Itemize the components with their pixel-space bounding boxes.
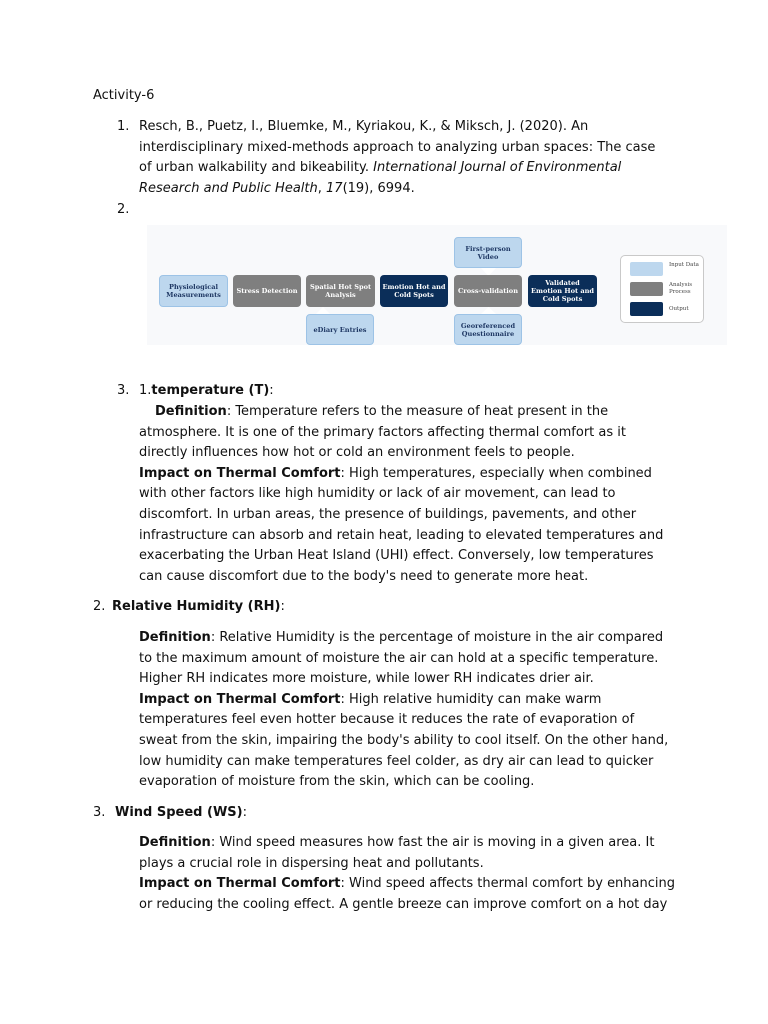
definition-line: Higher RH indicates more moisture, while lower RH indicates drier air. [139,671,594,687]
definition-label: Definition [139,630,211,645]
list-number: 3. [117,383,130,398]
definition-line: directly influences how hot or cold an environment feels to people. [139,445,575,461]
list-number: 2. [117,202,130,217]
impact-line: sweat from the skin, impairing the body's ability to cool itself. On the other hand, [139,733,669,748]
definition-label: Definition [155,404,227,419]
legend-swatch-input [630,262,663,276]
section-title-humidity: Relative Humidity (RH): [112,599,285,614]
definition-line: atmosphere. It is one of the primary factors affecting thermal comfort as it [139,424,626,440]
definition-label: Definition [139,835,211,850]
list-number: 3. [93,805,106,820]
impact-line: exacerbating the Urban Heat Island (UHI) effect. Conversely, low temperatures [139,548,654,564]
stress-detection-box: Stress Detection [233,275,301,307]
emotion-hot-cold-spots-box: Emotion Hot and Cold Spots [380,275,448,307]
legend-label-output: Output [669,306,689,312]
spatial-hot-spot-analysis-box: Spatial Hot Spot Analysis [306,275,375,307]
validated-emotion-spots-box: Validated Emotion Hot and Cold Spots [528,275,597,307]
section-title-wind: Wind Speed (WS): [115,805,247,820]
section-title-temperature: 1.temperature (T): [139,383,274,398]
impact-label: Impact on Thermal Comfort [139,691,341,707]
legend-swatch-analysis [630,282,663,296]
impact-line: can cause discomfort due to the body's need to generate more heat. [139,568,589,584]
journal-volume: 17 [326,180,343,196]
connector-arrow [481,307,496,314]
definition-line: Definition: Wind speed measures how fast the air is moving in a given area. It [139,835,655,850]
impact-line: or reducing the cooling effect. A gentle breeze can improve comfort on a hot day [139,896,668,912]
reference-line: Resch, B., Puetz, I., Bluemke, M., Kyriakou, K., & Miksch, J. (2020). An [139,119,589,134]
cross-validation-box: Cross-validation [454,275,522,307]
legend-label-input: Input Data [669,262,699,268]
impact-line: Impact on Thermal Comfort: High temperatures, especially when combined [139,465,652,481]
impact-label: Impact on Thermal Comfort [139,465,341,481]
definition-line: plays a crucial role in dispersing heat and pollutants. [139,855,484,871]
reference-line: Research and Public Health, 17(19), 6994. [139,180,415,196]
impact-line: discomfort. In urban areas, the presence of buildings, pavements, and other [139,507,637,522]
connector-arrow [316,307,330,314]
georeferenced-questionnaire-box: Georeferenced Questionnaire [454,314,522,345]
journal-title: Research and Public Health [139,180,318,196]
legend-label-analysis: Analysis Process [669,282,693,295]
impact-line: Impact on Thermal Comfort: Wind speed affects thermal comfort by enhancing [139,876,675,892]
list-number: 1. [117,119,130,134]
ediary-entries-box: eDiary Entries [306,314,374,345]
list-number: 2. [93,599,106,614]
impact-line: with other factors like high humidity or lack of air movement, can lead to [139,486,616,502]
definition-line: to the maximum amount of moisture the air can hold at a specific temperature. [139,650,659,666]
reference-line: interdisciplinary mixed-methods approach to analyzing urban spaces: The case [139,139,656,155]
definition-line: Definition: Relative Humidity is the percentage of moisture in the air compared [139,630,664,645]
impact-line: Impact on Thermal Comfort: High relative humidity can make warm [139,691,602,707]
reference-line: of urban walkability and bikeability. International Journal of Environmental [139,160,622,176]
impact-line: infrastructure can absorb and retain heat, leading to elevated temperatures and [139,527,664,543]
definition-line: Definition: Temperature refers to the measure of heat present in the [155,404,609,419]
first-person-video-box: First-person Video [454,237,522,268]
journal-title: International Journal of Environmental [373,160,622,176]
physiological-measurements-box: Physiological Measurements [159,275,228,307]
impact-label: Impact on Thermal Comfort [139,876,341,892]
impact-line: temperatures feel even hotter because it reduces the rate of evaporation of [139,712,635,728]
impact-line: low humidity can make temperatures feel colder, as dry air can lead to quicker [139,753,654,769]
legend-swatch-output [630,302,663,316]
diagram-legend [620,255,704,323]
document-heading: Activity-6 [93,88,155,103]
impact-line: evaporation of moisture from the skin, which can be cooling. [139,774,535,790]
